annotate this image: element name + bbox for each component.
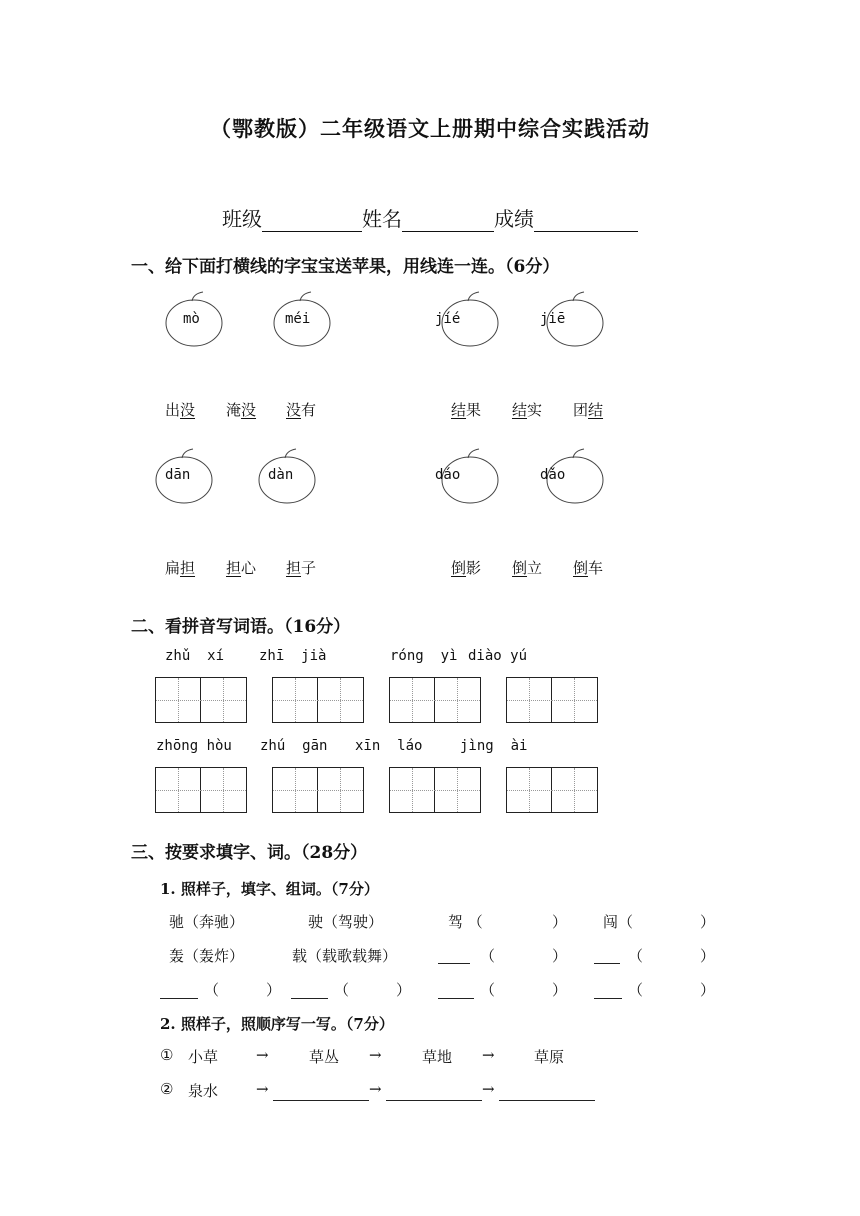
paren-open: （: [480, 981, 496, 999]
word-item: [573, 557, 603, 578]
example-chi: 驰（奔驰）: [169, 913, 245, 931]
name-label: 姓名: [362, 207, 402, 231]
arrow-icon: →: [256, 1080, 269, 1098]
underlined-char: 担: [180, 559, 196, 577]
paren-close: ）: [700, 947, 716, 965]
word-item: [226, 557, 256, 578]
page-title: （鄂教版）二年级语文上册期中综合实践活动: [210, 116, 650, 141]
tian-grid-box[interactable]: [155, 677, 247, 723]
score-label: 成绩: [494, 207, 534, 231]
tian-grid-box[interactable]: [389, 677, 481, 723]
paren-close: ）: [396, 981, 412, 999]
ex2-word1: 泉水: [188, 1082, 219, 1100]
tian-grid-box[interactable]: [389, 767, 481, 813]
section3-heading: 三、按要求填字、词。（28分）: [131, 843, 368, 863]
apple-icon[interactable]: [540, 447, 608, 509]
blank-field[interactable]: [438, 980, 474, 999]
apple-pinyin: dǎo: [540, 467, 566, 483]
paren-close: ）: [552, 981, 568, 999]
blank-field[interactable]: [160, 980, 198, 999]
sub1-heading: 1. 照样子，填字、组词。（7分）: [160, 880, 379, 898]
pinyin-label: róng yì: [390, 648, 458, 664]
pinyin-label: zhōng hòu: [156, 738, 232, 754]
item-jia-close: ）: [552, 913, 568, 931]
paren-open: （: [204, 981, 220, 999]
word-item: [451, 557, 481, 578]
name-field[interactable]: [402, 209, 494, 232]
underlined-char: 倒: [573, 559, 589, 577]
ex1-word2: 草丛: [309, 1048, 340, 1066]
word-item: [512, 557, 542, 578]
pinyin-label: zhǔ xí: [165, 648, 225, 664]
word-item: [226, 399, 256, 420]
sub2-heading: 2. 照样子，照顺序写一写。（7分）: [160, 1015, 394, 1033]
blank-r2-4[interactable]: [594, 945, 620, 964]
underlined-char: 没: [241, 401, 257, 419]
pinyin-label: jìng ài: [460, 738, 528, 754]
apple-icon[interactable]: [258, 447, 320, 509]
example-hong: 轰（轰炸）: [169, 947, 245, 965]
word-suffix: 有: [301, 401, 317, 419]
word-item: [286, 399, 316, 420]
underlined-char: 倒: [512, 559, 528, 577]
word-item: [165, 399, 195, 420]
pinyin-label: zhú gān: [260, 738, 328, 754]
word-suffix: 实: [527, 401, 543, 419]
word-item: [451, 399, 481, 420]
item-jia-open: 驾 （: [448, 913, 483, 931]
paren-open: （: [480, 947, 496, 965]
student-info: [222, 203, 638, 232]
tian-grid-box[interactable]: [506, 767, 598, 813]
paren-close: ）: [266, 981, 282, 999]
section2-heading: 二、看拼音写词语。（16分）: [131, 617, 351, 637]
arrow-icon: →: [256, 1046, 269, 1064]
blank-field[interactable]: [594, 980, 622, 999]
underlined-char: 结: [451, 401, 467, 419]
apple-icon[interactable]: [435, 447, 503, 509]
pinyin-label: zhī jià: [259, 648, 327, 664]
pinyin-label: diào yú: [468, 648, 528, 664]
paren-close: ）: [552, 947, 568, 965]
apple-pinyin: dàn: [268, 467, 294, 483]
word-item: [165, 557, 195, 578]
item-chuang-open: 闯（: [603, 913, 634, 931]
apple-icon[interactable]: [155, 447, 217, 509]
underlined-char: 结: [588, 401, 604, 419]
word-prefix: 团: [573, 401, 589, 419]
ex2-number: ②: [160, 1080, 174, 1098]
ex1-word4: 草原: [534, 1048, 565, 1066]
apple-pinyin: dān: [165, 467, 191, 483]
underlined-char: 担: [226, 559, 242, 577]
word-suffix: 子: [301, 559, 317, 577]
ex2-blank2[interactable]: [386, 1082, 482, 1101]
apple-pinyin: mò: [183, 311, 200, 327]
class-field[interactable]: [262, 209, 362, 232]
apple-pinyin: jíé: [435, 311, 461, 327]
word-prefix: 扁: [165, 559, 181, 577]
apple-icon[interactable]: [435, 290, 503, 352]
apple-icon[interactable]: [165, 290, 227, 352]
paren-open: （: [334, 981, 350, 999]
paren-close: ）: [700, 981, 716, 999]
apple-pinyin: jiē: [540, 311, 566, 327]
apple-icon[interactable]: [540, 290, 608, 352]
word-suffix: 心: [241, 559, 257, 577]
underlined-char: 倒: [451, 559, 467, 577]
arrow-icon: →: [482, 1046, 495, 1064]
tian-grid-box[interactable]: [272, 767, 364, 813]
word-item: [512, 399, 542, 420]
arrow-icon: →: [482, 1080, 495, 1098]
tian-grid-box[interactable]: [272, 677, 364, 723]
word-prefix: 淹: [226, 401, 242, 419]
word-suffix: 立: [527, 559, 543, 577]
word-item: [573, 399, 603, 420]
arrow-icon: →: [369, 1080, 382, 1098]
apple-pinyin: méi: [285, 311, 311, 327]
ex2-blank3[interactable]: [499, 1082, 595, 1101]
underlined-char: 担: [286, 559, 302, 577]
example-zai: 载（载歌载舞）: [292, 947, 398, 965]
example-shi: 驶（驾驶）: [308, 913, 384, 931]
blank-r2-3[interactable]: [438, 945, 470, 964]
underlined-char: 没: [286, 401, 302, 419]
blank-field[interactable]: [291, 980, 328, 999]
ex1-word1: 小草: [188, 1048, 219, 1066]
ex1-word3: 草地: [422, 1048, 453, 1066]
word-suffix: 果: [466, 401, 482, 419]
paren-open: （: [628, 981, 644, 999]
item-chuang-close: ）: [700, 913, 716, 931]
arrow-icon: →: [369, 1046, 382, 1064]
apple-pinyin: dáo: [435, 467, 461, 483]
tian-grid-box[interactable]: [155, 767, 247, 813]
class-label: 班级: [222, 207, 262, 231]
apple-icon[interactable]: [273, 290, 335, 352]
pinyin-label: xīn láo: [355, 738, 423, 754]
word-item: [286, 557, 316, 578]
ex2-blank1[interactable]: [273, 1082, 369, 1101]
underlined-char: 没: [180, 401, 196, 419]
tian-grid-box[interactable]: [506, 677, 598, 723]
word-suffix: 影: [466, 559, 482, 577]
word-prefix: 出: [165, 401, 181, 419]
word-suffix: 车: [588, 559, 604, 577]
score-field[interactable]: [534, 209, 638, 232]
underlined-char: 结: [512, 401, 528, 419]
paren-open: （: [628, 947, 644, 965]
ex1-number: ①: [160, 1046, 174, 1064]
section1-heading: 一、给下面打横线的字宝宝送苹果，用线连一连。（6分）: [131, 257, 560, 277]
